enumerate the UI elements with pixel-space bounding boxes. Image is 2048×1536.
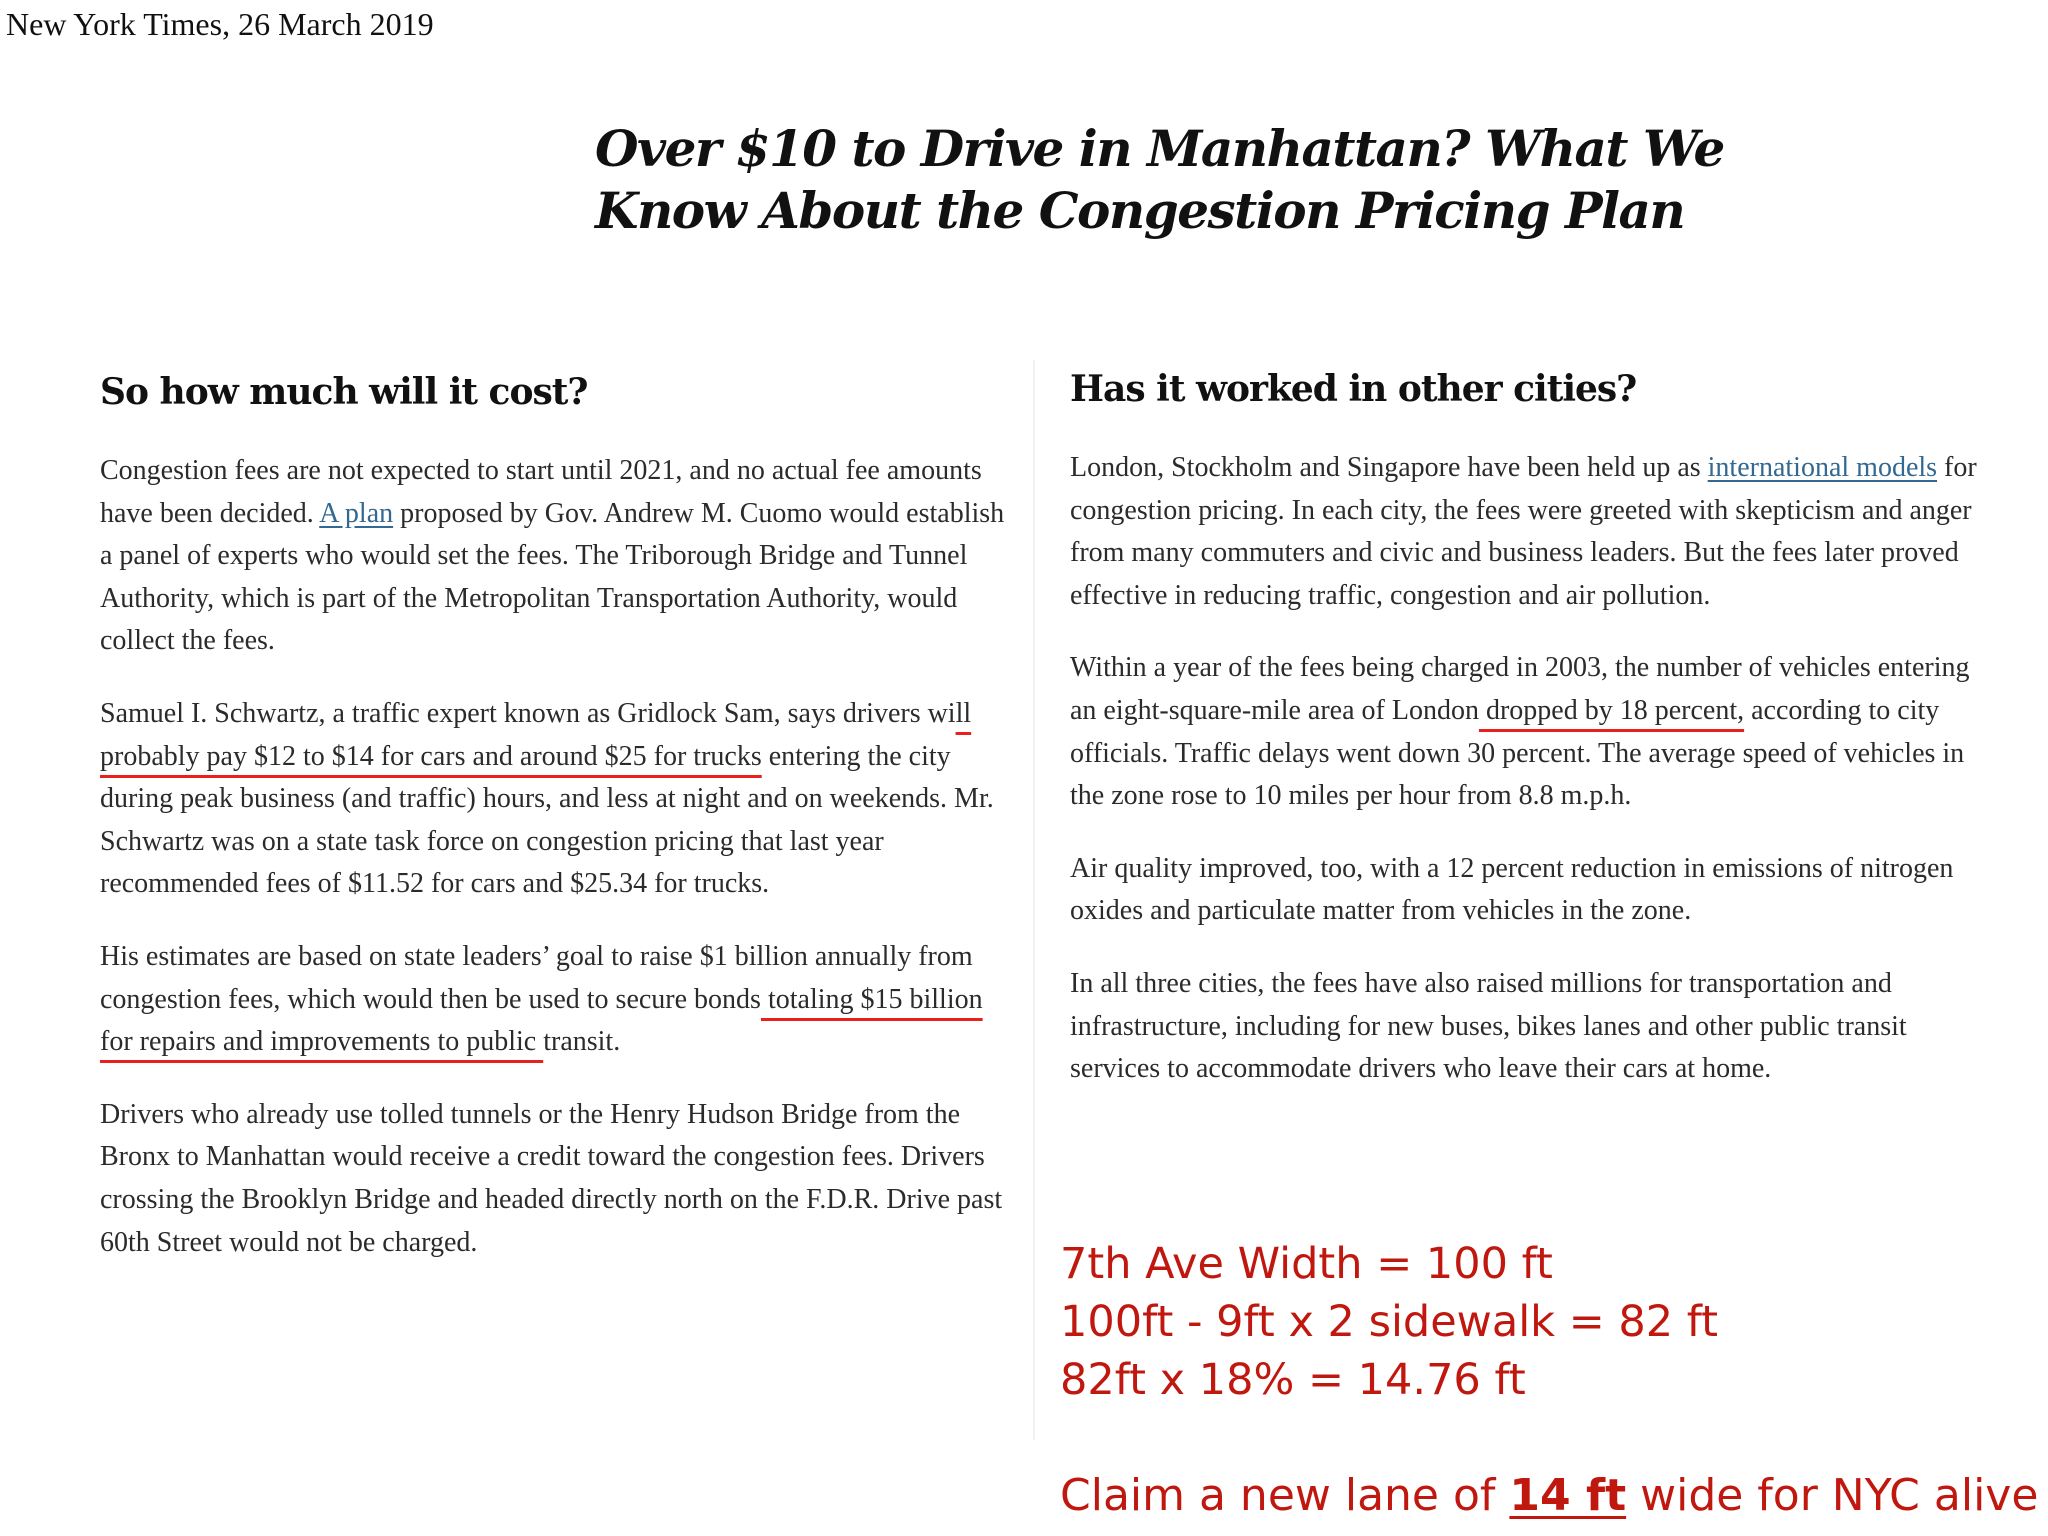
headline-line-2: Know About the Congestion Pricing Plan [595, 181, 1685, 240]
paragraph-text: Within a year of the fees being charged in 2003, the number of vehicles entering an eight-square-mile area of London [1070, 652, 1970, 726]
red-underlined-text: ll probably pay $12 to $14 for cars and around $25 for trucks [100, 697, 972, 772]
paragraph [100, 936, 1020, 1064]
paragraph-text: London, Stockholm and Singapore have been held up as [1070, 452, 1708, 483]
red-underlined-text: dropped by 18 percent, [1478, 694, 1745, 726]
right-column [1070, 365, 1990, 1121]
paragraph-text: according to city officials. Traffic delays went down 30 percent. The average speed of vehicles in the zone rose to 10 miles per hour from 8.8 m.p.h. [1070, 694, 1965, 812]
international-models-link[interactable]: international models [1707, 452, 1938, 483]
paragraph [1070, 647, 1990, 817]
section-heading-other-cities: Has it worked in other cities? [1070, 368, 1637, 410]
paragraph-text: proposed by Gov. Andrew M. Cuomo would establish a panel of experts who would set the fees. The Triborough Bridge and Tunnel Authority, which is part of the Metropolitan Transportation Authority, would collect the fees. [100, 497, 1005, 657]
headline-line-1: Over $10 to Drive in Manhattan? What We [595, 119, 1724, 178]
claim-text: Claim a new lane of [1060, 1470, 1510, 1521]
paragraph-text: entering the city during peak business (and traffic) hours, and less at night and on weekends. Mr. Schwartz was on a state task force on congestion pricing that last year recommended fees of $11.52 for cars and $25.34 for trucks. [100, 740, 994, 900]
paragraph [100, 693, 1020, 906]
paragraph: Drivers who already use tolled tunnels or the Henry Hudson Bridge from the Bronx to Manhattan would receive a credit toward the congestion fees. Drivers crossing the Brooklyn Bridge and headed directly north on the F.D.R. Drive past 60th Street would not be charged. [100, 1098, 1003, 1258]
source-line: New York Times, 26 March 2019 [6, 6, 434, 42]
paragraph-text: transit. [543, 1026, 621, 1058]
column-divider [1033, 360, 1035, 1440]
paragraph: Air quality improved, too, with a 12 percent reduction in emissions of nitrogen oxides and particulate matter from vehicles in the zone. [1070, 852, 1954, 927]
calc-line-1: 7th Ave Width = 100 ft [1060, 1239, 1553, 1289]
paragraph [100, 450, 1020, 663]
paragraph-text: His estimates are based on state leaders’ goal to raise $1 billion annually from congestion fees, which would then be used to secure bonds [100, 940, 973, 1015]
paragraph: In all three cities, the fees have also raised millions for transportation and infrastructure, including for new buses, bikes lanes and other public transit services to accommodate drivers who leave their cars at home. [1070, 967, 1907, 1085]
left-column [100, 368, 1020, 1294]
claim-highlight: 14 ft [1509, 1470, 1627, 1521]
section-heading-cost: So how much will it cost? [100, 371, 588, 413]
claim-text: wide for NYC alive [1626, 1470, 2039, 1521]
paragraph-text: Samuel I. Schwartz, a traffic expert known as Gridlock Sam, says drivers wi [100, 697, 956, 729]
a-plan-link[interactable]: A plan [319, 497, 394, 529]
article-headline [595, 118, 1724, 242]
calculation-annotation [1060, 1235, 1718, 1409]
paragraph [1070, 447, 1990, 617]
red-underlined-text: totaling $15 billion for repairs and improvements to public [100, 983, 983, 1058]
calc-line-3: 82ft x 18% = 14.76 ft [1060, 1355, 1526, 1405]
paragraph-text: for congestion pricing. In each city, the fees were greeted with skepticism and anger from many commuters and civic and business leaders. But the fees later proved effective in reducing traffic, congestion and air pollution. [1070, 452, 1977, 611]
claim-annotation [1060, 1468, 2038, 1524]
calc-line-2: 100ft - 9ft x 2 sidewalk = 82 ft [1060, 1297, 1719, 1347]
paragraph-text: Congestion fees are not expected to start until 2021, and no actual fee amounts have been decided. [100, 455, 982, 529]
